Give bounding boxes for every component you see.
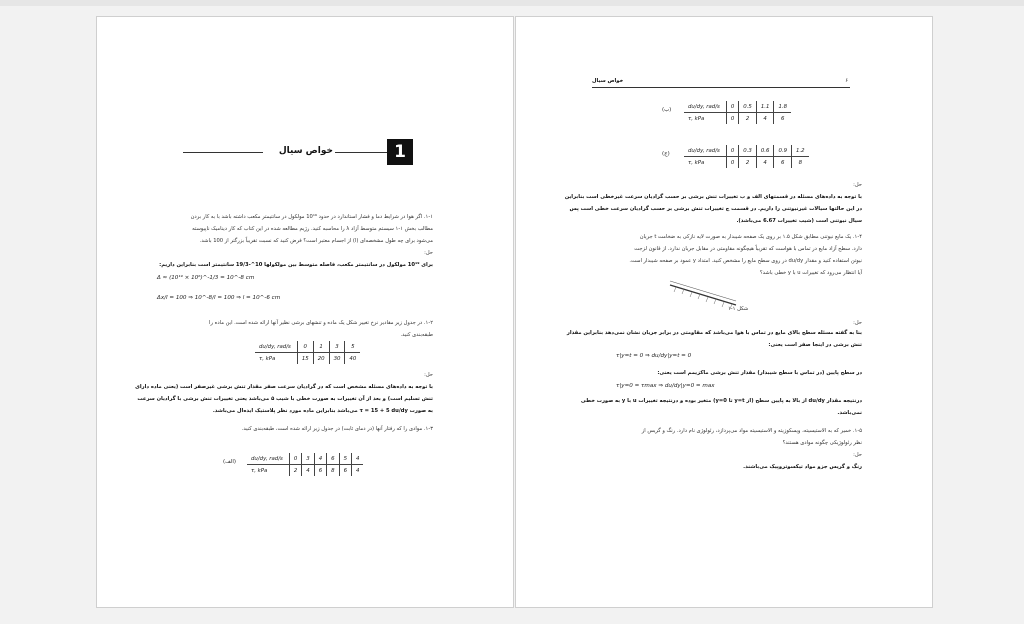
table-cell: 2 (739, 157, 757, 169)
table-cell: 4 (352, 453, 364, 465)
q4-line-2: دارد. سطح آزاد مایع در تماس با هواست که تقریباً هیچگونه مقاومتی در مقابل جریان ندارد. از قانون لزجت (634, 246, 862, 252)
table-cell: 1.1 (756, 101, 774, 113)
q2-solution-line-2: تنش تسلیم است) و بعد از آن تغییرات به صورت خطی با شیب ۵ می‌باشد یعنی تغییرات تنش برشی با گرادیان سرعت (137, 396, 433, 402)
table-cell: τ, kPa (688, 115, 705, 122)
table-b-label: (ب) (662, 107, 672, 113)
table-cell: 0 (297, 341, 313, 353)
q2-data-table (255, 341, 360, 364)
table-cell: du/dy, rad/s (684, 145, 726, 157)
document-page-left (96, 16, 514, 608)
sol2-equation-1: τ|y=t = 0 ⇒ du/dy|y=t = 0 (616, 353, 692, 359)
sol2-equation-2: τ|y=0 = τmax ⇒ du/dy|y=0 = max (616, 383, 715, 389)
q5-line-1: ۱-۵. خمیر که به الاستیسیته، ویسکوزیته و الاستیسیته مواد می‌پردازد، رئولوژی نام دارد. رنگ و گریس از (641, 428, 862, 434)
sol2-line-2: تنش برشی در اینجا صفر است یعنی: (768, 342, 862, 348)
table-row (247, 465, 363, 477)
sol2-label: حل: (853, 320, 862, 326)
table-row (247, 453, 363, 465)
page-number: ۶ (845, 78, 848, 84)
running-header: خواص سیال (592, 78, 624, 84)
q2-solution-line-3: به صورت τ = 15 + 5 du/dy می‌باشد بنابراین ماده مورد نظر پلاستیک ایده‌ال می‌باشد. (212, 408, 433, 414)
table-cell: 0 (726, 157, 738, 169)
q2-line-2: طبقه‌بندی کنید. (400, 332, 433, 338)
table-cell: 0.9 (774, 145, 792, 157)
table-cell: du/dy, rad/s (247, 453, 289, 465)
q1-solution-label: حل: (424, 250, 433, 256)
table-cell: 5 (345, 341, 360, 353)
document-page-right (515, 16, 933, 608)
q3-line-1: ۱-۳. موادی را که رفتار آنها (در دمای ثابت) در جدول زیر ارائه شده است، طبقه‌بندی کنید. (241, 426, 433, 432)
figure-caption: شکل ۱-۱ (728, 306, 749, 312)
table-row (684, 113, 791, 125)
table-cell: 3 (302, 453, 314, 465)
q1-line-3: می‌شود برای چه طول مشخصه‌ای (l) از اجسام معتبر است؟ فرض کنید که نسبت تقریباً بزرگتر از 100 باشد. (199, 238, 433, 244)
chapter-title-rule-left (183, 152, 263, 153)
q2-solution-label: حل: (424, 372, 433, 378)
q4-line-3: نیوتن استفاده کنید و مقدار du/dy در روی سطح مایع را مشخص کنید. امتداد y عمود بر صفحه شیبدار است. (629, 258, 862, 264)
q2-solution-line-1: با توجه به داده‌های مسئله مشخص است که در گرادیان سرعت صفر مقدار تنش برشی غیرصفر است (یعنی ماده دارای (135, 384, 433, 390)
table-cell: 30 (329, 353, 345, 365)
table-cell: 8 (327, 465, 339, 477)
table-cell: 4 (352, 465, 364, 477)
table-cell: 6 (314, 465, 326, 477)
table-cell: τ, kPa (251, 467, 268, 474)
table-cell: 0 (289, 453, 301, 465)
table-cell: 4 (314, 453, 326, 465)
figure-hatching (674, 287, 732, 309)
table-cell: 4 (756, 157, 774, 169)
sol2-end-line-1: درنتیجه مقدار du/dy از بالا به پایین سطح (از y=t تا y=0) متغیر بوده و درنتیجه تغییرات u با y به صورت خطی (580, 398, 862, 404)
table-cell: 0 (726, 101, 738, 113)
q5-solution-label: حل: (853, 452, 862, 458)
table-cell: 4 (756, 113, 774, 125)
figure-liquid-line (670, 281, 736, 301)
table-row (684, 101, 791, 113)
table-cell: 0.6 (756, 145, 774, 157)
sol1-line-1: با توجه به داده‌های مسئله در قسمتهای الف و ب تغییرات تنش برشی بر حسب گرادیان سرعت غیرخطی است بنابراین (564, 194, 862, 200)
table-cell: 20 (313, 353, 329, 365)
chapter-title: خواص سیال (278, 146, 333, 156)
chapter-number-badge: 1 (387, 139, 413, 165)
table-c-label: (ج) (662, 151, 670, 157)
viewer-top-bar (0, 0, 1024, 6)
table-cell: 5 (339, 453, 351, 465)
table-row (684, 157, 809, 169)
table-cell: 6 (327, 453, 339, 465)
q3-data-table (247, 453, 363, 476)
table-row (684, 145, 809, 157)
table-cell: 15 (297, 353, 313, 365)
table-row (255, 341, 360, 353)
sol1-label: حل: (853, 182, 862, 188)
q4-line-4: آیا انتظار می‌رود که تغییرات u با y خطی باشد؟ (759, 270, 862, 276)
table-cell: 3 (329, 341, 345, 353)
table-cell: 1 (313, 341, 329, 353)
table-c (684, 145, 809, 168)
q1-equation-1: Δ ≈ (10¹⁹ × 10⁶)^-1/3 = 10^-8 cm (157, 275, 255, 281)
sol2-mid-line: در سطح پایین (در تماس با سطح شیبدار) مقدار تنش برشی ماکزیمم است یعنی: (657, 370, 862, 376)
table-cell: 1.2 (792, 145, 809, 157)
table-row (255, 353, 360, 365)
table-cell: du/dy, rad/s (255, 341, 297, 353)
table-cell: τ, kPa (688, 159, 705, 166)
sol2-line-1: بنا به گفته مسئله سطح بالای مایع در تماس با هوا می‌باشد که مقاومتی در برابر جریان نشان نمی‌دهد بنابراین مقدار (566, 330, 862, 336)
table-cell: 6 (339, 465, 351, 477)
table-cell: 2 (289, 465, 301, 477)
sol1-line-3: سیال نیوتنی است (شیب تغییرات 6.67 می‌باشد). (736, 218, 862, 224)
table-cell: 6 (774, 113, 791, 125)
table-cell: 1.8 (774, 101, 791, 113)
q4-line-1: ۱-۴. یک مایع نیوتنی مطابق شکل ۱.۵ بر روی یک صفحه شیبدار به صورت لایه نازکی به ضخامت t جریان (639, 234, 862, 240)
sol1-line-2: در این حالتها سیالات غیرنیوتنی را داریم. در قسمت ج تغییرات تنش برشی بر حسب گرادیان سرعت خطی است پس (569, 206, 862, 212)
q5-line-2: نظر رئولوژیکی چگونه موادی هستند؟ (782, 440, 862, 446)
q1-line-1: ۱-۱. اگر هوا در شرایط دما و فشار استاندارد در حدود 10¹⁹ مولکول در سانتیمتر مکعب داشته باشد با به کار بردن (190, 214, 433, 220)
table-cell: 0 (726, 145, 738, 157)
table-cell: 0.3 (739, 145, 757, 157)
table-cell: 6 (774, 157, 792, 169)
q3-table-label: (الف) (223, 459, 236, 465)
table-cell: 8 (792, 157, 809, 169)
table-b (684, 101, 791, 124)
table-cell: 40 (345, 353, 360, 365)
table-cell: τ, kPa (259, 355, 276, 362)
sol2-end-line-2: نمی‌باشد. (837, 410, 862, 416)
table-cell: 2 (739, 113, 757, 125)
table-cell: du/dy, rad/s (684, 101, 726, 113)
header-rule (592, 87, 850, 88)
table-cell: 4 (302, 465, 314, 477)
table-cell: 0 (726, 113, 738, 125)
figure-plate-line (670, 285, 736, 305)
q1-line-2: مطالب بخش ۱-۱ سیستم متوسط آزاد λ را محاسبه کنید. رژیم مطالعه شده در این کتاب که کار دینامیک ناپیوسته (192, 226, 433, 232)
chapter-title-rule-right (335, 152, 387, 153)
q5-answer: رنگ و گریس جزو مواد تیکسوتروپیک می‌باشند. (743, 464, 862, 470)
table-cell: 0.5 (739, 101, 757, 113)
q2-line-1: ۱-۲. در جدول زیر مقادیر نرخ تغییر شکل یک ماده و تنشهای برشی نظیر آنها ارائه شده است. این ماده را (209, 320, 433, 326)
q1-equation-2: Δx/l = 100 ⇒ 10^-8/l = 100 ⇒ l = 10^-6 cm (157, 295, 281, 301)
q1-solution-text: برای 10¹⁹ مولکول در سانتیمتر مکعب، فاصله متوسط بین مولکولها 10^-19/3 سانتیمتر است بنابراین داریم: (159, 262, 433, 268)
